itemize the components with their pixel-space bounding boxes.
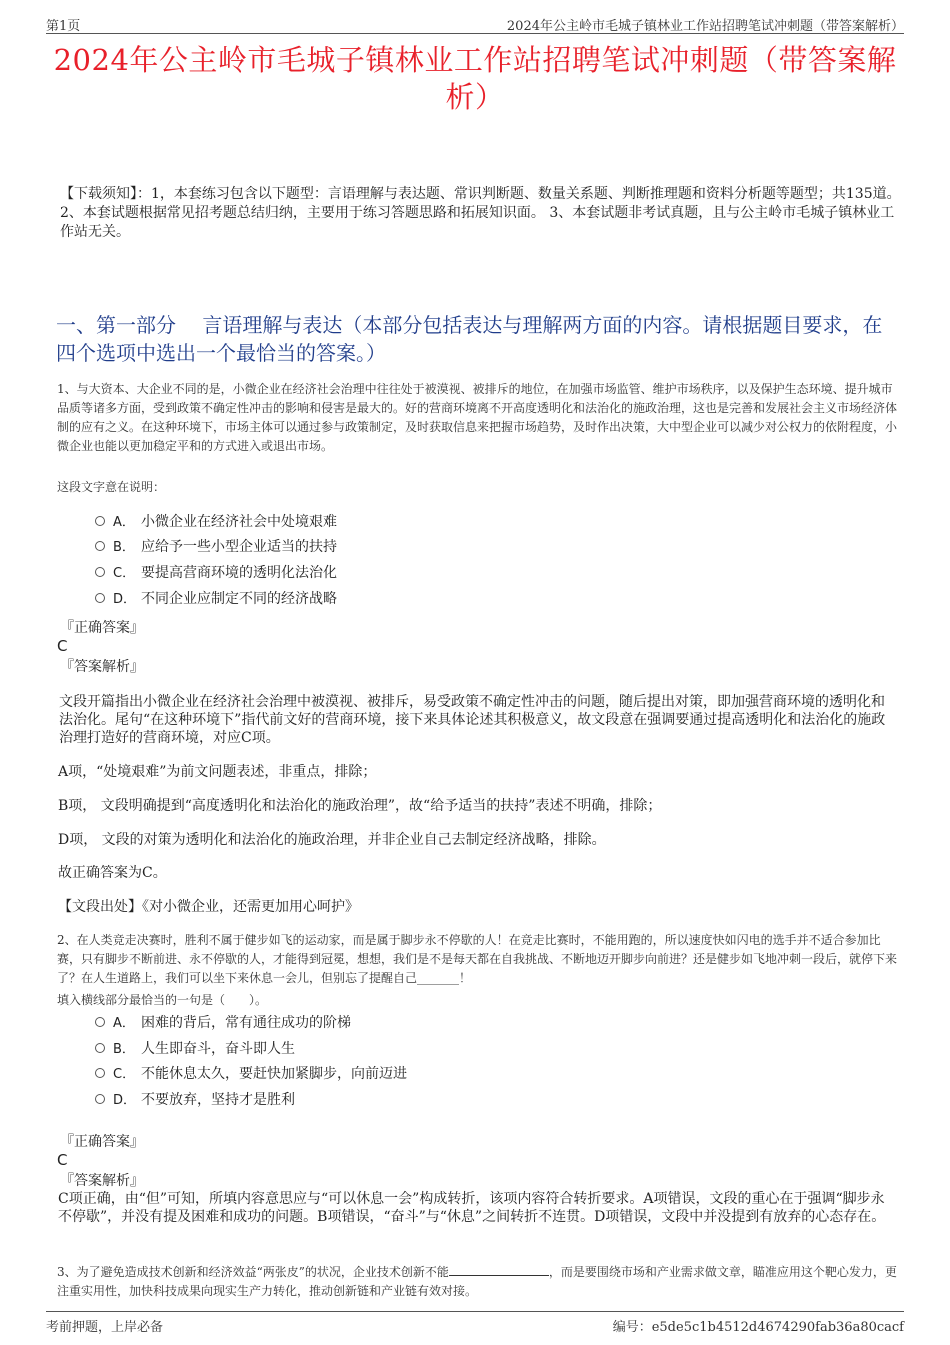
q2-analysis: C项正确，由“但”可知，所填内容意思应与“可以休息一会”构成转折，该项内容符合转折要求。A项错误，文段的重心在于强调“脚步永不停歇”，并没有提及困难和成功的问题。B项错误，“奋斗”与“休息”之间转折不连贯。D项错误，文段中并没提到有放弃的心态存在。 <box>58 1191 886 1225</box>
q2-option-b[interactable]: B． 人生即奋斗，奋斗即人生 <box>95 1039 295 1059</box>
header-rule <box>46 33 904 34</box>
footer-slogan: 考前押题，上岸必备 <box>46 1320 164 1335</box>
q3-stem: 3、为了避免造成技术创新和经济效益“两张皮”的状况，企业技术创新不能 ，而是要围绕市场和产业需求做文章，瞄准应用这个靶心发力，更注重实用性，加快科技成果向现实生产力转化，推动创新链和产业链有效对接。 <box>57 1265 897 1298</box>
header-doc-title: 2024年公主岭市毛城子镇林业工作站招聘笔试冲刺题（带答案解析） <box>506 19 904 34</box>
q1-answer: C <box>57 637 68 655</box>
footer-rule <box>46 1311 904 1312</box>
q2-answer: C <box>57 1151 68 1169</box>
q1-option-a[interactable]: A． 小微企业在经济社会中处境艰难 <box>95 512 337 532</box>
q1-analysis-label: 『答案解析』 <box>60 659 144 675</box>
section-heading: 一、第一部分 言语理解与表达（本部分包括表达与理解两方面的内容。请根据题目要求，在四个选项中选出一个最恰当的答案。） <box>56 313 883 365</box>
q2-answer-label: 『正确答案』 <box>60 1134 144 1150</box>
q1-option-c[interactable]: C． 要提高营商环境的透明化法治化 <box>95 563 337 583</box>
download-notice: 【下载须知】：1，本套练习包含以下题型：言语理解与表达题、常识判断题、数量关系题、判断推理题和资料分析题等题型；共135道。 2、本套试题根据常见招考题总结归纳，主要用于练习答题思路和拓展知识面。 3、本套试题非考试真题，且与公主岭市毛城子镇林业工作站无关。 <box>60 186 901 240</box>
q1-source: 【文段出处】《对小微企业，还需更加用心呵护》 <box>58 899 359 915</box>
q1-answer-label: 『正确答案』 <box>60 620 144 636</box>
q1-analysis-main: 文段开篇指出小微企业在经济社会治理中被漠视、被排斥，易受政策不确定性冲击的问题，随后提出对策，即加强营商环境的透明化和法治化。尾句“在这种环境下”指代前文好的营商环境，接下来具体论述其积极意义，故文段意在强调要通过提高透明化和法治化的施政治理打造好的营商环境，对应C项。 <box>59 694 886 746</box>
q1-analysis-b: B项， 文段明确提到“高度透明化和法治化的施政治理”，故“给予适当的扶持”表述不明确，排除； <box>58 798 662 814</box>
q1-analysis-d: D项， 文段的对策为透明化和法治化的施政治理，并非企业自己去制定经济战略，排除。 <box>58 832 606 848</box>
q2-prompt: 填入横线部分最恰当的一句是（ ）。 <box>57 993 268 1007</box>
radio-icon[interactable] <box>95 593 105 603</box>
q2-option-c[interactable]: C． 不能休息太久，要赶快加紧脚步，向前迈进 <box>95 1064 407 1084</box>
document-title: 2024年公主岭市毛城子镇林业工作站招聘笔试冲刺题（带答案解析） <box>53 43 897 114</box>
q2-option-a[interactable]: A． 困难的背后，常有通往成功的阶梯 <box>95 1013 351 1033</box>
footer-serial: 编号：e5de5c1b4512d4674290fab36a80cacf <box>612 1320 904 1335</box>
q1-option-d[interactable]: D． 不同企业应制定不同的经济战略 <box>95 589 337 609</box>
q2-option-d[interactable]: D． 不要放弃，坚持才是胜利 <box>95 1090 295 1110</box>
q2-stem: 2、在人类竞走决赛时，胜利不属于健步如飞的运动家，而是属于脚步永不停歇的人！在竞走比赛时，不能用跑的，所以速度快如闪电的选手并不适合参加比赛，只有脚步不断前进、永不停歇的人，才能得到冠冕，想想，我们是不是每天都在自我挑战、不断地迈开脚步向前进？还是健步如飞地冲刺一段后，就停下来了？在人生道路上，我们可以坐下来休息一会儿，但别忘了提醒自己_______！ <box>57 933 898 985</box>
q1-stem: 1、与大资本、大企业不同的是，小微企业在经济社会治理中往往处于被漠视、被排斥的地位，在加强市场监管、维护市场秩序，以及保护生态环境、提升城市品质等诸多方面，受到政策不确定性冲击的影响和侵害是最大的。好的营商环境离不开高度透明化和法治化的施政治理，这也是完善和发展社会主义市场经济体制的应有之义。在这种环境下，市场主体可以通过参与政策制定，及时获取信息来把握市场趋势，及时作出决策，大中型企业可以减少对公权力的依附程度，小微企业也能以更加稳定平和的方式进入或退出市场。 <box>57 382 898 453</box>
q1-option-b[interactable]: B． 应给予一些小型企业适当的扶持 <box>95 537 337 557</box>
radio-icon[interactable] <box>95 516 105 526</box>
page-number: 第1页 <box>46 19 81 34</box>
q2-analysis-label: 『答案解析』 <box>60 1173 144 1189</box>
radio-icon[interactable] <box>95 1017 105 1027</box>
q1-prompt: 这段文字意在说明： <box>57 480 166 494</box>
radio-icon[interactable] <box>95 541 105 551</box>
radio-icon[interactable] <box>95 1043 105 1053</box>
radio-icon[interactable] <box>95 567 105 577</box>
radio-icon[interactable] <box>95 1094 105 1104</box>
q1-conclusion: 故正确答案为C。 <box>58 865 167 881</box>
q3-blank <box>449 1263 549 1276</box>
q1-analysis-a: A项，“处境艰难”为前文问题表述，非重点，排除； <box>58 764 377 780</box>
radio-icon[interactable] <box>95 1068 105 1078</box>
